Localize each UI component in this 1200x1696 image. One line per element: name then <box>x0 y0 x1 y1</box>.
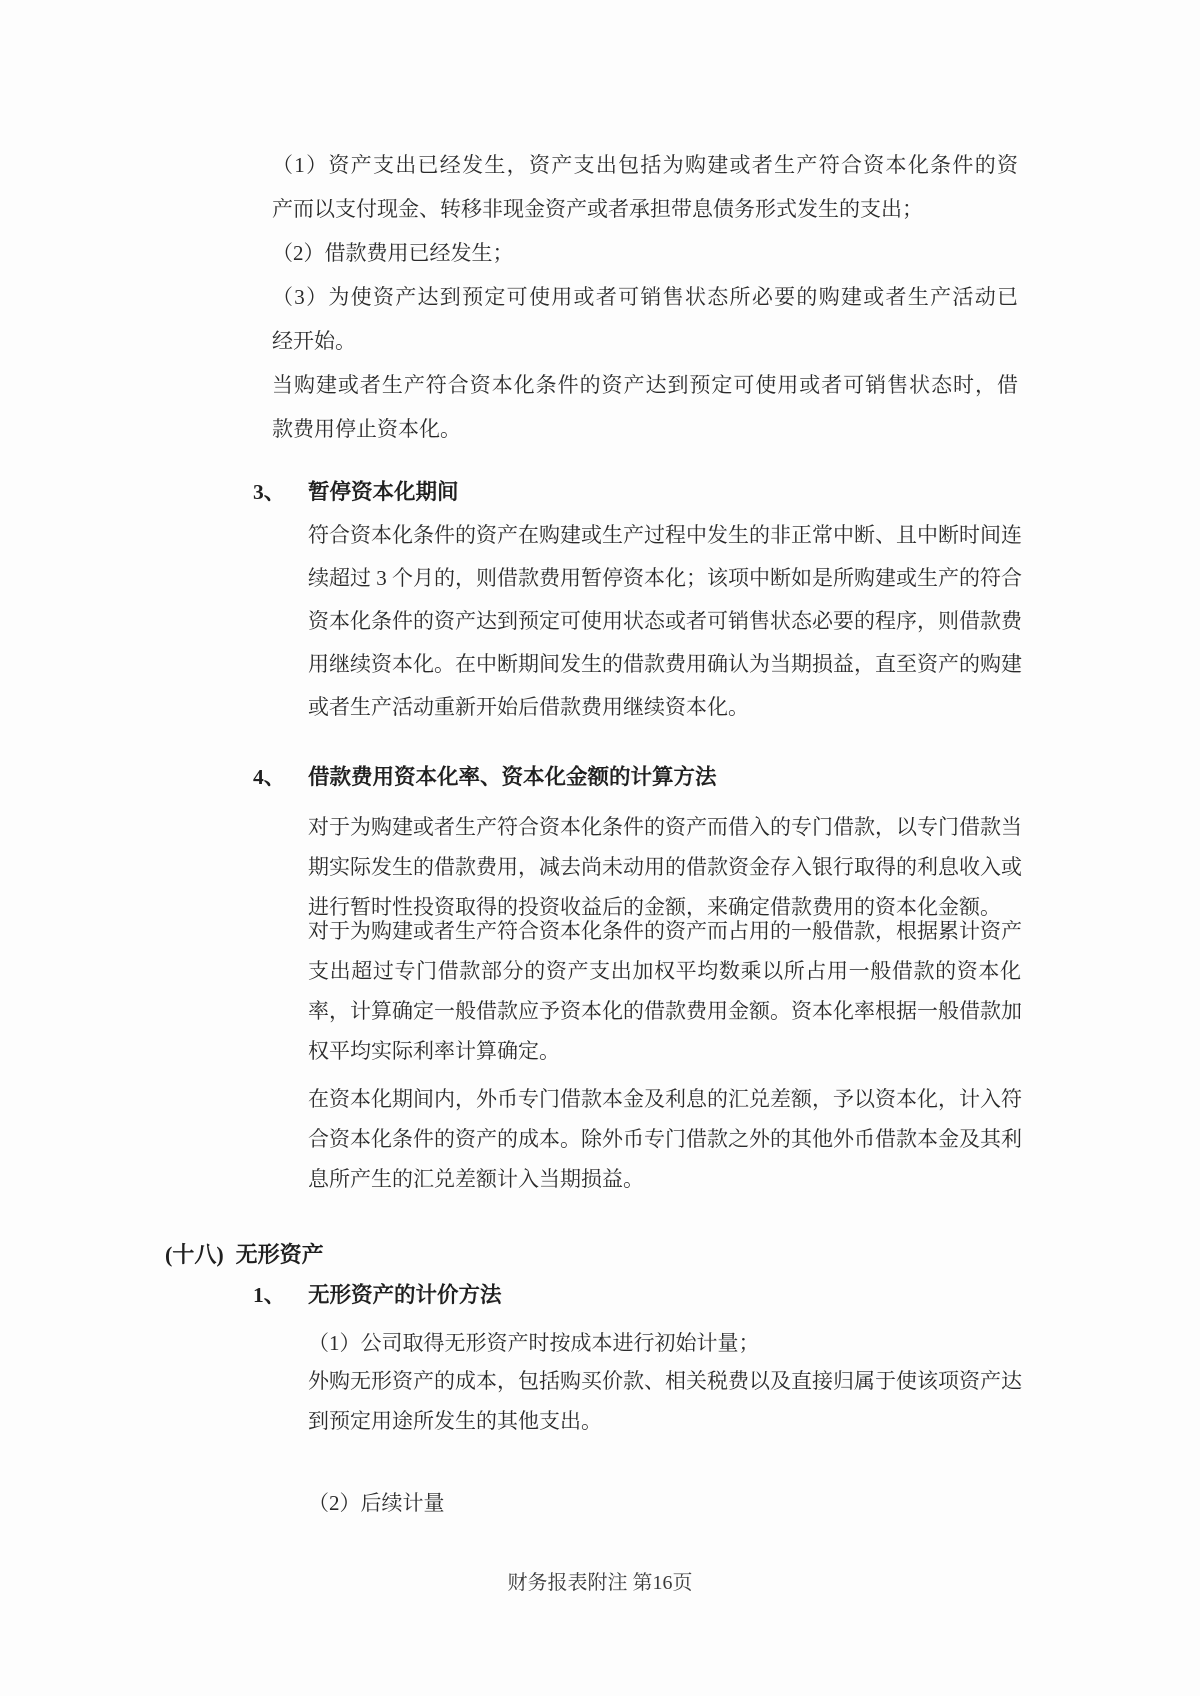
text-line: （1）资产支出已经发生，资产支出包括为购建或者生产符合资本化条件的资 <box>272 153 1018 177</box>
text-line: 资本化条件的资产达到预定可使用状态或者可销售状态必要的程序，则借款费 <box>308 609 1022 633</box>
text-line: （1）公司取得无形资产时按成本进行初始计量； <box>308 1331 760 1355</box>
section-4-heading <box>253 762 717 792</box>
text-line: 到预定用途所发生的其他支出。 <box>308 1409 602 1433</box>
section-number: 3、 <box>253 480 286 504</box>
page-footer <box>0 1566 1200 1595</box>
section-3-paragraph <box>308 514 1021 729</box>
text-line: 息所产生的汇兑差额计入当期损益。 <box>308 1167 644 1191</box>
text-line: （2）后续计量 <box>308 1491 445 1515</box>
text-line: 对于为购建或者生产符合资本化条件的资产而占用的一般借款，根据累计资产 <box>308 919 1022 943</box>
intangible-item-2 <box>308 1483 445 1523</box>
text-line: 合资本化条件的资产的成本。除外币专门借款之外的其他外币借款本金及其利 <box>308 1127 1022 1151</box>
section-18-heading <box>165 1240 324 1270</box>
text-line: 或者生产活动重新开始后借款费用继续资本化。 <box>308 695 749 719</box>
text-line: 在资本化期间内，外币专门借款本金及利息的汇兑差额，予以资本化，计入符 <box>308 1087 1022 1111</box>
text-line: 款费用停止资本化。 <box>272 417 461 441</box>
section-3-heading <box>253 477 459 507</box>
capitalization-conditions-block <box>272 143 1018 451</box>
text-line: （3）为使资产达到预定可使用或者可销售状态所必要的购建或者生产活动已 <box>272 285 1018 309</box>
section-4-paragraph-1 <box>308 807 1021 927</box>
section-title: 暂停资本化期间 <box>308 480 459 504</box>
text-line: 率，计算确定一般借款应予资本化的借款费用金额。资本化率根据一般借款加 <box>308 999 1022 1023</box>
text-line: 用继续资本化。在中断期间发生的借款费用确认为当期损益，直至资产的购建 <box>308 652 1022 676</box>
text-line: 期实际发生的借款费用，减去尚未动用的借款资金存入银行取得的利息收入或 <box>308 855 1022 879</box>
page-footer-text: 财务报表附注 第16页 <box>507 1572 693 1594</box>
text-line: 续超过 3 个月的，则借款费用暂停资本化；该项中断如是所购建或生产的符合 <box>308 566 1022 590</box>
text-line: 权平均实际利率计算确定。 <box>308 1039 560 1063</box>
text-line: 产而以支付现金、转移非现金资产或者承担带息债务形式发生的支出； <box>272 197 923 221</box>
intangible-cost-paragraph <box>308 1361 1021 1441</box>
text-line: 支出超过专门借款部分的资产支出加权平均数乘以所占用一般借款的资本化 <box>308 959 1021 983</box>
intangible-item-1 <box>308 1323 760 1363</box>
section-number: (十八) <box>165 1242 224 1267</box>
section-title: 借款费用资本化率、资本化金额的计算方法 <box>308 765 717 789</box>
text-line: 外购无形资产的成本，包括购买价款、相关税费以及直接归属于使该项资产达 <box>308 1369 1022 1393</box>
text-line: 经开始。 <box>272 329 356 353</box>
text-line: （2）借款费用已经发生； <box>272 241 514 265</box>
text-line: 符合资本化条件的资产在购建或生产过程中发生的非正常中断、且中断时间连 <box>308 523 1022 547</box>
subsection-number: 1、 <box>253 1283 286 1307</box>
section-title: 无形资产 <box>235 1242 324 1267</box>
section-4-paragraph-3 <box>308 1079 1021 1199</box>
subsection-1-heading <box>253 1280 502 1310</box>
text-line: 进行暂时性投资取得的投资收益后的金额，来确定借款费用的资本化金额。 <box>308 895 1001 919</box>
text-line: 对于为购建或者生产符合资本化条件的资产而借入的专门借款，以专门借款当 <box>308 815 1022 839</box>
section-4-paragraph-2 <box>308 911 1021 1071</box>
subsection-title: 无形资产的计价方法 <box>308 1283 502 1307</box>
text-line: 当购建或者生产符合资本化条件的资产达到预定可使用或者可销售状态时，借 <box>272 373 1018 397</box>
section-number: 4、 <box>253 765 286 789</box>
